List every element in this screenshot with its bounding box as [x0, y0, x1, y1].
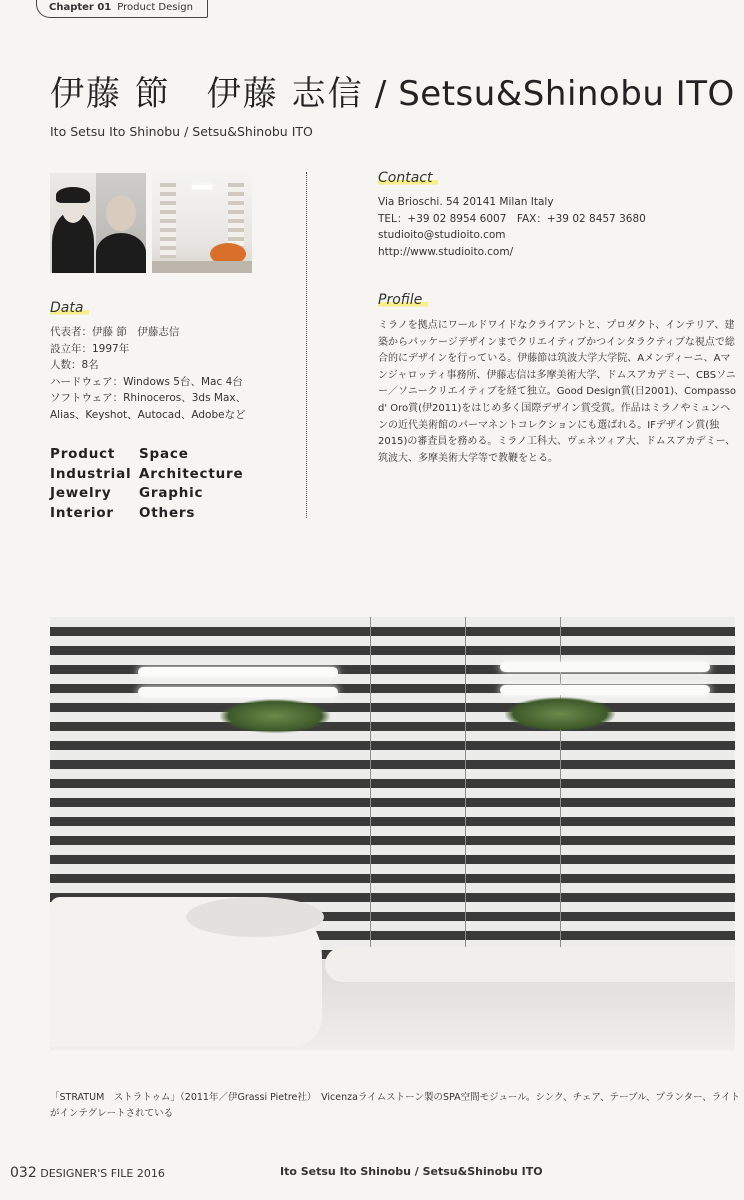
contact-info [378, 194, 646, 260]
portrait-setsu-photo [96, 173, 146, 273]
page-subtitle: Ito Setsu Ito Shinobu / Setsu&Shinobu ITO [50, 124, 313, 139]
category-item: Space [139, 446, 189, 462]
profile-text: ミラノを拠点にワールドワイドなクライアントと、プロダクト、インテリア、建築からパッケージデザインまでクリエイティブかつインタラクティブな視点で総合的にデザインを行っている。伊藤節は筑波大学大学院、Aメンディーニ、Aマンジャロッティ事務所、伊藤志信は多摩美術大学、ドムスアカデミー、CBSソニー／ソニークリエイティブを経て独立。Good Design賞(日2001)、Compasso d' Oro賞(伊2011)をはじめ多く国際デザイン賞受賞。作品はミラノやミュンヘンの近代美術館のパーマネントコレクションにも選ばれる。IFデザイン賞(独2015)の審査員を務める。ミラノ工科大、ヴェネツィア大、ドムスアカデミー、筑波大、多摩美術大学等で教鞭をとる。 [378, 320, 736, 464]
category-column-right [139, 445, 243, 523]
stratum-spa-photo [50, 617, 735, 1050]
studio-interior-photo [152, 173, 252, 273]
title-english: Setsu&Shinobu ITO [398, 74, 735, 114]
data-line: 代表者：伊藤 節 伊藤志信 [50, 326, 180, 338]
chapter-name: Product Design [117, 2, 193, 13]
category-item: Architecture [139, 465, 244, 482]
contact-email: studioito@studioito.com [378, 229, 506, 241]
data-list [50, 324, 246, 423]
contact-heading: Contact [378, 170, 438, 186]
portrait-shinobu-photo [50, 173, 96, 273]
chapter-number: Chapter 01 [49, 2, 112, 13]
profile-heading: Profile [378, 292, 428, 308]
contact-url: http://www.studioito.com/ [378, 245, 514, 258]
data-line: 人数：8名 [50, 359, 99, 371]
category-item: Product [50, 446, 116, 462]
data-line: 設立年：1997年 [50, 342, 130, 355]
category-column-left [50, 445, 131, 523]
category-item: Graphic [139, 485, 204, 501]
column-divider [306, 172, 307, 518]
publication-name: DESIGNER'S FILE 2016 [40, 1167, 165, 1180]
data-line: ソフトウェア：Rhinoceros、3ds Max、 [50, 392, 247, 404]
title-japanese: 伊藤 節 伊藤 志信 [50, 74, 364, 114]
chapter-tab [36, 0, 208, 18]
footer-running-title: Ito Setsu Ito Shinobu / Setsu&Shinobu ITO [280, 1165, 543, 1178]
category-item: Others [139, 504, 196, 521]
footer-left [10, 1165, 165, 1181]
portrait-photos [50, 173, 252, 273]
data-line: ハードウェア：Windows 5台、Mac 4台 [50, 375, 243, 388]
contact-address: Via Brioschi. 54 20141 Milan Italy [378, 196, 554, 208]
category-item: Interior [50, 504, 114, 521]
page-number: 032 [10, 1165, 37, 1181]
title-separator: / [363, 74, 399, 114]
category-item: Industrial [50, 465, 132, 482]
category-item: Jewelry [50, 485, 112, 501]
page-title [50, 66, 740, 115]
data-heading: Data [50, 300, 89, 316]
data-line: Alias、Keyshot、Autocad、Adobeなど [50, 408, 246, 421]
photo-caption: 「STRATUM ストラトゥム」（2011年／伊Grassi Pietre社） Vicenzaライムストーン製のSPA空間モジュール。シンク、チェア、テーブル、プランター、ライトがインテグレートされている [50, 1092, 740, 1119]
contact-tel-fax: TEL：+39 02 8954 6007 FAX：+39 02 8457 3680 [378, 212, 646, 225]
